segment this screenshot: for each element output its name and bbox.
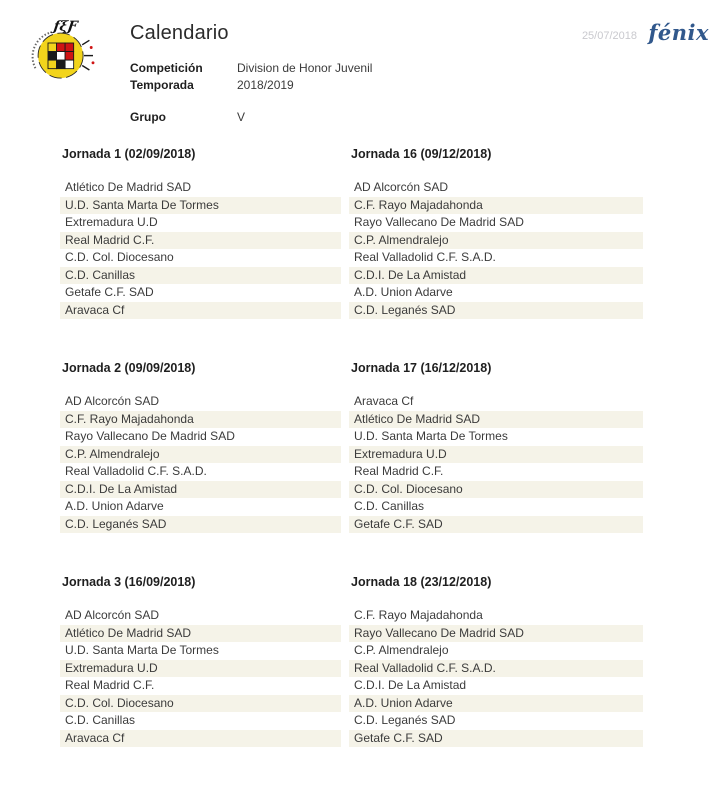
team-row: A.D. Union Adarve — [354, 285, 453, 299]
jornada-rows — [349, 607, 643, 747]
team-row: Aravaca Cf — [60, 730, 341, 748]
team-row: Real Madrid C.F. — [65, 678, 155, 692]
jornada-block — [60, 575, 341, 747]
team-row: C.F. Rayo Majadahonda — [349, 197, 643, 215]
competition-meta — [130, 60, 372, 126]
team-row: AD Alcorcón SAD — [354, 180, 449, 194]
competition-label: Competición — [130, 61, 203, 75]
jornada-title: Jornada 1 (02/09/2018) — [62, 147, 196, 161]
group-label: Grupo — [130, 110, 166, 124]
team-row: C.D. Leganés SAD — [60, 516, 341, 534]
competition-value: Division de Honor Juvenil — [237, 61, 373, 75]
federation-crest-icon — [20, 16, 112, 88]
team-row: Real Valladolid C.F. S.A.D. — [354, 250, 496, 264]
jornada-title: Jornada 3 (16/09/2018) — [62, 575, 196, 589]
team-row: C.D.I. De La Amistad — [60, 481, 341, 499]
jornada-title: Jornada 17 (16/12/2018) — [351, 361, 492, 375]
jornada-grid — [60, 147, 643, 747]
jornada-rows — [60, 179, 341, 319]
team-row: Real Valladolid C.F. S.A.D. — [349, 660, 643, 678]
season-value: 2018/2019 — [237, 78, 294, 92]
team-row: U.D. Santa Marta De Tormes — [60, 197, 341, 215]
competition-row — [130, 60, 372, 77]
team-row: C.D.I. De La Amistad — [349, 267, 643, 285]
svg-text:ƒξƑ: ƒξƑ — [52, 18, 79, 35]
team-row: C.F. Rayo Majadahonda — [60, 411, 341, 429]
team-row: Aravaca Cf — [354, 394, 414, 408]
jornada-block — [349, 147, 643, 319]
jornada-rows — [349, 393, 643, 533]
team-row: Rayo Vallecano De Madrid SAD — [354, 215, 524, 229]
team-row: A.D. Union Adarve — [65, 499, 164, 513]
season-row — [130, 77, 372, 94]
team-row: Real Valladolid C.F. S.A.D. — [65, 464, 207, 478]
jornada-rows — [60, 607, 341, 747]
team-row: Atlético De Madrid SAD — [349, 411, 643, 429]
jornada-block — [349, 361, 643, 533]
team-row: C.P. Almendralejo — [60, 446, 341, 464]
team-row: C.D. Col. Diocesano — [65, 250, 174, 264]
team-row: Getafe C.F. SAD — [349, 516, 643, 534]
team-row: Rayo Vallecano De Madrid SAD — [349, 625, 643, 643]
team-row: Aravaca Cf — [60, 302, 341, 320]
team-row: Extremadura U.D — [60, 660, 341, 678]
team-row: C.D. Canillas — [60, 267, 341, 285]
team-row: Getafe C.F. SAD — [349, 730, 643, 748]
jornada-title: Jornada 2 (09/09/2018) — [62, 361, 196, 375]
team-row: Real Madrid C.F. — [60, 232, 341, 250]
team-row: Real Madrid C.F. — [354, 464, 444, 478]
print-date: 25/07/2018 — [581, 30, 637, 42]
team-row: C.D. Canillas — [65, 713, 136, 727]
team-row: C.D. Canillas — [354, 499, 425, 513]
team-row: AD Alcorcón SAD — [65, 394, 160, 408]
team-row: Getafe C.F. SAD — [65, 285, 154, 299]
page-title: Calendario — [130, 22, 229, 44]
team-row: U.D. Santa Marta De Tormes — [354, 429, 508, 443]
team-row: C.D. Col. Diocesano — [349, 481, 643, 499]
jornada-title: Jornada 16 (09/12/2018) — [351, 147, 492, 161]
team-row: AD Alcorcón SAD — [65, 608, 160, 622]
team-row: C.P. Almendralejo — [349, 232, 643, 250]
team-row: U.D. Santa Marta De Tormes — [65, 643, 219, 657]
group-row — [130, 109, 372, 126]
team-row: C.D. Leganés SAD — [349, 302, 643, 320]
group-value: V — [237, 110, 246, 124]
fenix-logo: fénix — [648, 20, 709, 45]
jornada-title: Jornada 18 (23/12/2018) — [351, 575, 492, 589]
team-row: C.P. Almendralejo — [354, 643, 449, 657]
team-row: Atlético De Madrid SAD — [60, 625, 341, 643]
team-row: Rayo Vallecano De Madrid SAD — [65, 429, 235, 443]
jornada-block — [60, 361, 341, 533]
team-row: C.D. Col. Diocesano — [60, 695, 341, 713]
team-row: Atlético De Madrid SAD — [65, 180, 192, 194]
team-row: Extremadura U.D — [65, 215, 158, 229]
team-row: C.D. Leganés SAD — [354, 713, 456, 727]
team-row: C.D.I. De La Amistad — [354, 678, 467, 692]
jornada-rows — [349, 179, 643, 319]
team-row: C.F. Rayo Majadahonda — [354, 608, 483, 622]
team-row: A.D. Union Adarve — [349, 695, 643, 713]
jornada-block — [60, 147, 341, 319]
jornada-block — [349, 575, 643, 747]
team-row: Extremadura U.D — [349, 446, 643, 464]
season-label: Temporada — [130, 78, 194, 92]
jornada-rows — [60, 393, 341, 533]
